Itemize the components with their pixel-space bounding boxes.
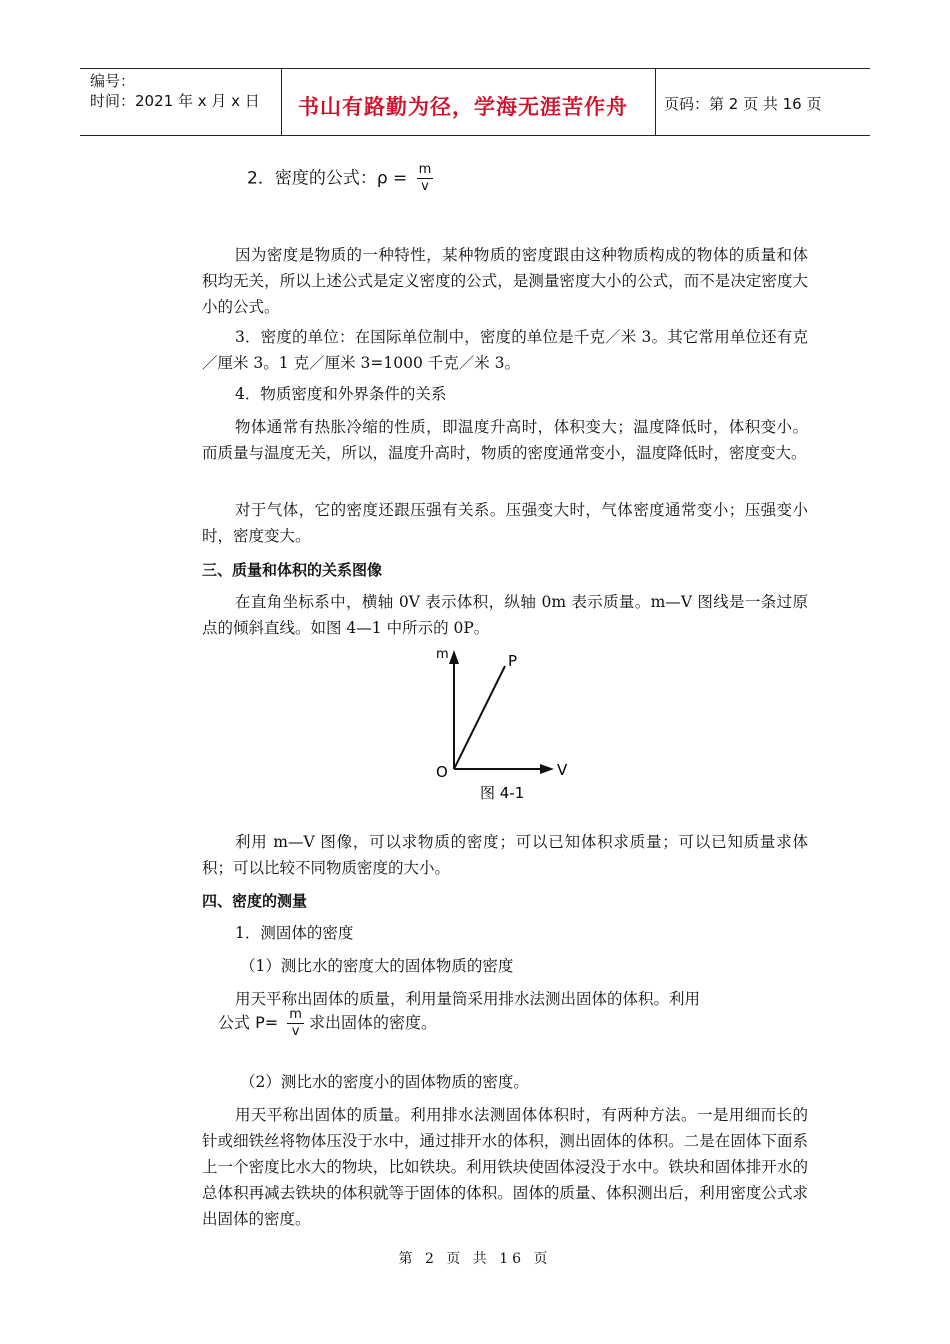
fraction-denominator: v: [421, 179, 429, 194]
density-fraction: [417, 162, 434, 195]
paragraph-less-dense-than-water: （2）测比水的密度小的固体物质的密度。: [240, 1073, 529, 1091]
section-heading-mass-volume: 三、质量和体积的关系图像: [202, 561, 383, 579]
paragraph-gas-pressure: 对于气体，它的密度还跟压强有关系。压强变大时，气体密度通常变小；压强变小时，密度变大。: [202, 501, 808, 545]
paragraph-coordinate-system: 在直角坐标系中，横轴 0V 表示体积，纵轴 0m 表示质量。m—V 图线是一条过原点的倾斜直线。如图 4—1 中所示的 0P。: [202, 593, 808, 637]
paragraph-balance-method: 用天平称出固体的质量，利用量筒采用排水法测出固体的体积。利用: [235, 990, 701, 1008]
density-formula-label: 2．密度的公式：ρ =: [247, 168, 408, 189]
header-number-label: 编号：: [90, 72, 136, 90]
paragraph-denser-than-water: （1）测比水的密度大的固体物质的密度: [240, 957, 514, 975]
paragraph-thermal-expansion: 物体通常有热胀冷缩的性质，即温度升高时，体积变大；温度降低时，体积变小。而质量与温度无关，所以，温度升高时，物质的密度通常变小，温度降低时，密度变大。: [202, 418, 808, 462]
line-label-p: P: [508, 652, 518, 670]
paragraph-density-unit: 3．密度的单位：在国际单位制中，密度的单位是千克／米 3。其它常用单位还有克／厘米 3。1 克／厘米 3=1000 千克／米 3。: [202, 328, 808, 372]
formula2-denominator: v: [291, 1024, 300, 1039]
x-axis-label: V: [557, 761, 568, 779]
y-axis-arrow: [449, 650, 459, 664]
formula2-prefix: 公式 P=: [218, 1013, 279, 1032]
header-bottom-rule: [80, 135, 870, 136]
header-page-info: 页码：第 2 页 共 16 页: [664, 95, 822, 113]
paragraph-external-conditions-title: 4．物质密度和外界条件的关系: [235, 385, 447, 403]
mass-volume-figure: [430, 644, 580, 809]
fraction-numerator: m: [418, 162, 432, 177]
formula2-fraction: [287, 1007, 304, 1040]
header-time-label: 时间：2021 年 x 月 x 日: [90, 92, 260, 110]
x-axis-arrow: [540, 764, 554, 774]
density-formula: [247, 162, 433, 195]
formula2-numerator: m: [289, 1007, 302, 1022]
header-top-rule: [80, 68, 870, 69]
paragraph-mv-graph-uses: 利用 m—V 图像，可以求物质的密度；可以已知体积求质量；可以已知质量求体积；可以比较不同物质密度的大小。: [202, 833, 808, 877]
header-motto: 书山有路勤为径，学海无涯苦作舟: [298, 95, 628, 119]
header-divider-left: [281, 68, 282, 136]
section-heading-measurement: 四、密度的测量: [202, 892, 308, 910]
header-divider-right: [655, 68, 656, 136]
page-footer: 第 2 页 共 16 页: [398, 1251, 552, 1267]
paragraph-solid-density: 1．测固体的密度: [235, 924, 354, 942]
solid-density-formula: [218, 1007, 437, 1040]
y-axis-label: m: [436, 647, 449, 662]
paragraph-displacement-methods: 用天平称出固体的质量。利用排水法测固体体积时，有两种方法。一是用细而长的针或细铁丝将物体压没于水中，通过排开水的体积，测出固体的体积。二是在固体下面系上一个密度比水大的物块，比如铁块。利用铁块使固体浸没于水中。铁块和固体排开水的总体积再减去铁块的体积就等于固体的体积。固体的质量、体积测出后，利用密度公式求出固体的密度。: [202, 1106, 808, 1228]
op-line: [454, 666, 505, 769]
paragraph-density-property: 因为密度是物质的一种特性，某种物质的密度跟由这种物质构成的物体的质量和体积均无关，所以上述公式是定义密度的公式，是测量密度大小的公式，而不是决定密度大小的公式。: [202, 246, 808, 316]
formula2-suffix: 求出固体的密度。: [309, 1013, 438, 1032]
origin-label: O: [436, 763, 448, 781]
figure-caption: 图 4-1: [480, 784, 525, 802]
